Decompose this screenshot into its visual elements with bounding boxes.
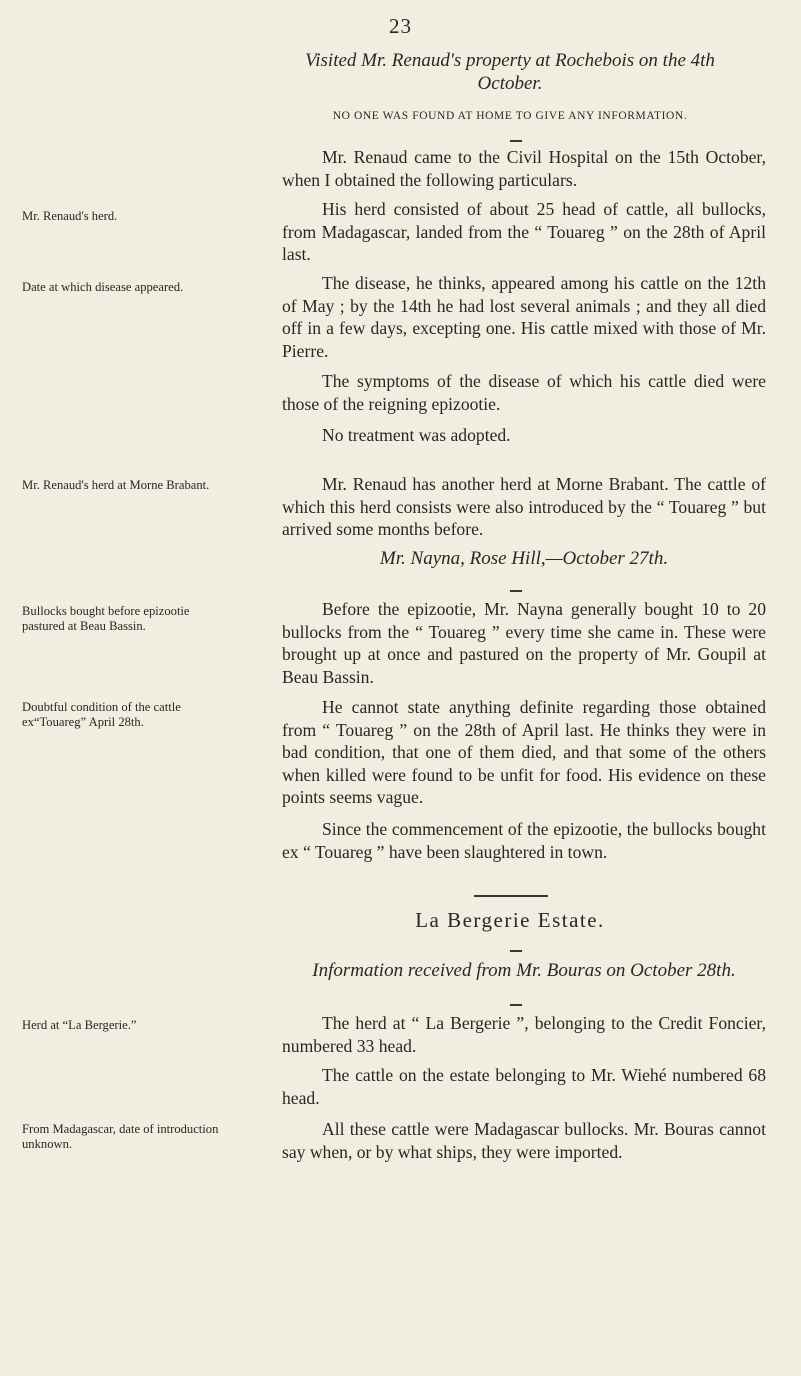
section-rule [474, 895, 548, 897]
side-note-bergerie-herd: Herd at “La Bergerie.” [22, 1018, 137, 1032]
treatment-paragraph: No treatment was adopted. [322, 425, 511, 445]
symptoms-paragraph: The symptoms of the disease of which his cattle died were those of the reigning epizootie. [282, 371, 766, 414]
bergerie-herd-paragraph: The herd at “ La Bergerie ”, belonging to the Credit Foncier, numbered 33 head. [282, 1013, 766, 1056]
wiehe-cattle-paragraph: The cattle on the estate belonging to Mr. Wiehé numbered 68 head. [282, 1065, 766, 1108]
side-note-from-madagascar: From Madagascar, date of introduction unknown. [22, 1122, 219, 1152]
visit-heading-line2: October. [477, 73, 543, 94]
no-one-found-notice: NO ONE WAS FOUND AT HOME TO GIVE ANY INFORMATION. [332, 110, 688, 122]
bouras-heading: Information received from Mr. Bouras on October 28th. [312, 960, 736, 981]
divider-dash [510, 590, 522, 592]
side-note-bullocks-bought: Bullocks bought before epizootie pastured at Beau Bassin. [22, 604, 190, 634]
nayna-heading: Mr. Nayna, Rose Hill,—October 27th. [379, 548, 669, 569]
side-note-morne-brabant: Mr. Renaud's herd at Morne Brabant. [22, 478, 210, 492]
nayna-slaughtered-paragraph: Since the commencement of the epizootie, the bullocks bought ex “ Touareg ” have been slaughtered in town. [282, 819, 766, 862]
renaud-herd-paragraph: His herd consisted of about 25 head of cattle, all bullocks, from Madagascar, landed from the “ Touareg ” on the 28th of April last. [282, 199, 766, 265]
visit-heading-line1: Visited Mr. Renaud's property at Rochebois on the 4th [305, 50, 715, 71]
divider-dash [510, 950, 522, 952]
divider-dash [510, 1004, 522, 1006]
side-note-renaud-herd: Mr. Renaud's herd. [22, 209, 118, 223]
side-note-doubtful-condition: Doubtful condition of the cattle ex“Touareg” April 28th. [22, 700, 181, 730]
renaud-hospital-paragraph: Mr. Renaud came to the Civil Hospital on the 15th October, when I obtained the following particulars. [282, 147, 766, 190]
madagascar-bullocks-paragraph: All these cattle were Madagascar bullocks. Mr. Bouras cannot say when, or by what ships, they were imported. [282, 1119, 766, 1162]
la-bergerie-title: La Bergerie Estate. [415, 908, 605, 932]
disease-date-paragraph: The disease, he thinks, appeared among his cattle on the 12th of May ; by the 14th he had lost several animals ; and they all died off in a few days, excepting one. His cattle mixed with those of Mr. Pierre. [282, 273, 766, 361]
nayna-condition-paragraph: He cannot state anything definite regarding those obtained from “ Touareg ” on the 28th of April last. He thinks they were in bad condition, that one of them died, and that some of the others when killed were found to be unfit for food. His evidence on these points seems vague. [282, 697, 766, 808]
morne-brabant-paragraph: Mr. Renaud has another herd at Morne Brabant. The cattle of which this herd consists were also introduced by the “ Touareg ” but arrived some months before. [282, 474, 766, 540]
side-note-date-disease: Date at which disease appeared. [22, 280, 184, 294]
page-number: 23 [389, 14, 412, 38]
divider-dash [510, 140, 522, 142]
nayna-bullocks-paragraph: Before the epizootie, Mr. Nayna generally bought 10 to 20 bullocks from the “ Touareg ” every time she came in. These were brought up at once and pastured on the property of Mr. Goupil at Beau Bassin. [282, 599, 766, 687]
